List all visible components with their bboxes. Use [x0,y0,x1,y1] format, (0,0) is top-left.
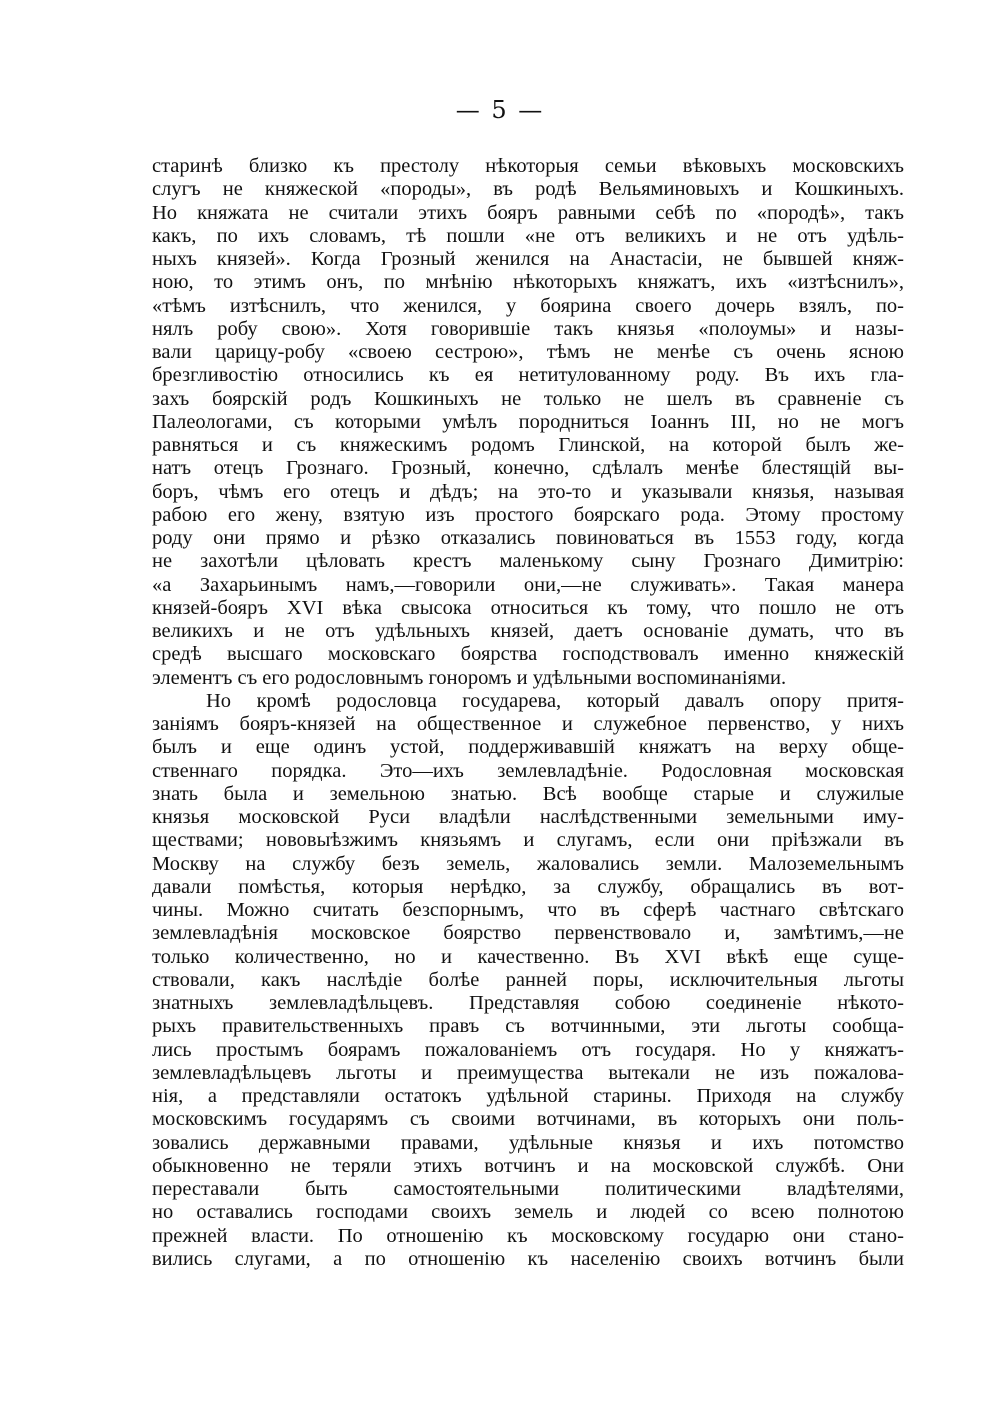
text-line: захъ боярскій родъ Кошкиныхъ не только не шелъ въ сравненіе съ [152,387,904,410]
text-line: нялъ робу свою». Хотя говорившіе такъ князья «полоумы» и назы- [152,317,904,340]
text-line: слугъ не княжеской «породы», въ родѣ Вельяминовыхъ и Кошкиныхъ. [152,178,904,201]
text-line: Палеологами, съ которыми умѣлъ породниться Іоаннъ III, но не могъ [152,410,904,433]
text-line: ною, то этимъ онъ, по мнѣнію нѣкоторыхъ княжатъ, ихъ «изтѣснилъ», [152,271,904,294]
text-line: боръ, чѣмъ его отецъ и дѣдъ; на это-то и указывали князья, называя [152,480,904,503]
text-line: Но кромѣ родословца государева, который давалъ опору притя- [206,689,904,712]
text-line: старинѣ близко къ престолу нѣкоторыя семьи вѣковыхъ московскихъ [152,155,904,177]
text-line: чины. Можно считать безспорнымъ, что въ сферѣ частнаго свѣтскаго [152,899,904,921]
text-line: великихъ и не отъ удѣльныхъ князей, даетъ основаніе думать, что въ [152,620,904,642]
text-line: «тѣмъ изтѣснилъ, что женился, у боярина своего дочерь взялъ, по- [152,294,904,317]
page-number: — 5 — [455,96,545,124]
text-line: ствовали, какъ наслѣдіе болѣе ранней поры, исключительныя льготы [152,968,904,991]
text-line: рыхъ правительственныхъ правъ съ вотчинными, эти льготы сообща- [152,1015,904,1038]
text-line: переставали быть самостоятельными политическими владѣтелями, [152,1178,904,1200]
text-line: князей-бояръ XVI вѣка свысока относиться къ тому, что пошло не отъ [152,596,904,619]
text-line: только количественно, но и качественно. Въ XVI вѣкѣ еще суще- [152,945,904,968]
text-line: былъ и еще одинъ устой, поддерживавшій княжатъ на верху обще- [152,736,904,759]
text-line: элементъ съ его родословнымъ гоноромъ и удѣльными воспоминаніями. [152,666,787,689]
text-line: лись простымъ боярамъ пожалованіемъ отъ государя. Но у княжатъ- [152,1038,904,1061]
text-line: московскимъ государямъ съ своими вотчинами, въ которыхъ они поль- [152,1108,904,1131]
text-line: нія, а представляли остатокъ удѣльной старины. Приходя на службу [152,1085,904,1107]
text-line: вились слугами, а по отношенію къ населенію своихъ вотчинъ были [152,1247,904,1270]
body-text [152,155,904,1271]
text-line: брезгливостію относились къ ея нетитулованному роду. Въ ихъ гла- [152,364,904,387]
text-line: равняться и съ княжескимъ родомъ Глинской, на которой былъ же- [152,434,904,456]
text-line: «а Захарьинымъ намъ,—говорили они,—не служивать». Такая манера [152,573,904,596]
text-line: средѣ высшаго московскаго боярства господствовалъ именно княжескій [152,643,904,666]
text-line: Но княжата не считали этихъ бояръ равными себѣ по «породѣ», такъ [152,201,904,224]
text-line: ществами; нововыѣзжимъ князьямъ и слугамъ, если они пріѣзжали въ [152,829,904,852]
text-line: вали царицу-робу «своею сестрою», тѣмъ не менѣе съ очень ясною [152,341,904,363]
text-line: прежней власти. По отношенію къ московскому государю они стано- [152,1224,904,1247]
text-line: натъ отецъ Грознаго. Грозный, конечно, сдѣлалъ менѣе блестящій вы- [152,457,904,480]
text-line: ственнаго порядка. Это—ихъ землевладѣніе. Родословная московская [152,759,904,782]
text-line: знать была и земельною знатью. Всѣ вообще старые и служилые [152,782,904,805]
text-line: землевладѣнія московское боярство первенствовало и, замѣтимъ,—не [152,922,904,945]
text-line: князья московской Руси владѣли наслѣдственными земельными иму- [152,806,904,828]
text-line: обыкновенно не теряли этихъ вотчинъ и на московской службѣ. Они [152,1154,904,1177]
text-line: ныхъ князей». Когда Грозный женился на Анастасіи, не бывшей княж- [152,248,904,270]
text-line: знатныхъ землевладѣльцевъ. Представляя собою соединеніе нѣкото- [152,992,904,1014]
text-line: Москву на службу безъ земель, жаловались земли. Малоземельнымъ [152,852,904,875]
text-line: роду они прямо и рѣзко отказались повиноваться въ 1553 году, когда [152,527,904,549]
text-line: но оставались господами своихъ земель и людей со всею полнотою [152,1201,904,1224]
text-line: зовались державными правами, удѣльные князья и ихъ потомство [152,1131,904,1154]
text-line: какъ, по ихъ словамъ, тѣ пошли «не отъ великихъ и не отъ удѣль- [152,224,904,247]
text-line: заніямъ бояръ-князей на общественное и служебное первенство, у нихъ [152,713,904,735]
text-line: давали помѣстья, которыя нерѣдко, за службу, обращались въ вот- [152,875,904,898]
text-line: не захотѣли цѣловать крестъ маленькому сыну Грознаго Димитрію: [152,550,904,573]
text-line: рабою его жену, взятую изъ простого боярскаго рода. Этому простому [152,503,904,526]
text-line: землевладѣльцевъ льготы и преимущества вытекали не изъ пожалова- [152,1061,904,1084]
